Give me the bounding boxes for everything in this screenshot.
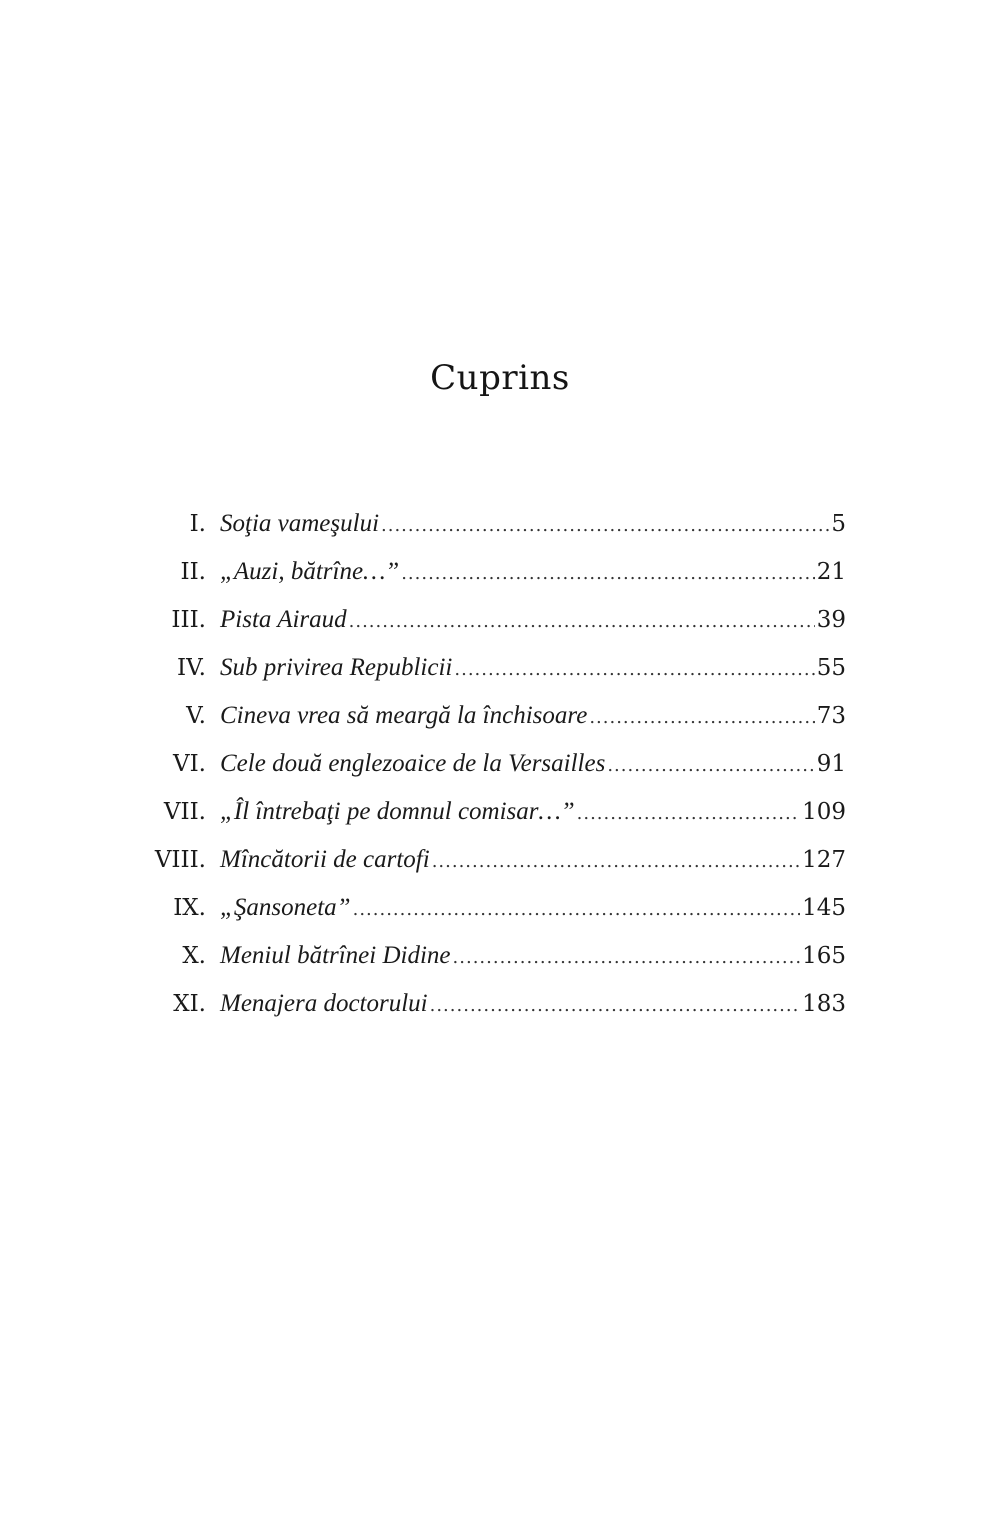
chapter-number: VII. (163, 799, 206, 825)
chapter-title: Menajera doctorului (220, 990, 428, 1017)
page-number: 127 (802, 847, 846, 873)
dot-leader (430, 982, 800, 1030)
chapter-number: VI. (172, 751, 206, 777)
page-number: 55 (816, 655, 846, 681)
page-number: 145 (802, 895, 846, 921)
toc-entry (150, 836, 846, 884)
dot-leader (381, 502, 829, 550)
toc-entry (150, 596, 846, 644)
page-number: 91 (816, 751, 846, 777)
chapter-title: Sub privirea Republicii (220, 654, 453, 681)
toc-entry (150, 884, 846, 932)
page-number: 165 (802, 943, 846, 969)
toc-entry (150, 548, 846, 596)
page-number: 39 (816, 607, 846, 633)
toc-entry (150, 500, 846, 548)
table-of-contents (150, 500, 846, 1028)
toc-entry (150, 932, 846, 980)
dot-leader (349, 598, 815, 646)
chapter-title: Soţia vameşului (220, 510, 380, 537)
chapter-number: IV. (177, 655, 206, 681)
chapter-title: Cineva vrea să meargă la închisoare (220, 702, 588, 729)
chapter-title: Mîncătorii de cartofi (220, 846, 430, 873)
toc-entry (150, 644, 846, 692)
chapter-title: „Auzi, bătrîne…” (220, 558, 400, 585)
chapter-number: II. (180, 559, 206, 585)
chapter-number: IX. (173, 895, 206, 921)
page-number: 183 (802, 991, 846, 1017)
chapter-number: III. (171, 607, 206, 633)
dot-leader (353, 886, 801, 934)
dot-leader (589, 694, 814, 742)
dot-leader (454, 646, 814, 694)
chapter-title: „Îl întrebaţi pe domnul comisar…” (220, 798, 575, 825)
chapter-number: XI. (173, 991, 206, 1017)
dot-leader (577, 790, 800, 838)
page-number: 21 (816, 559, 846, 585)
dot-leader (432, 838, 800, 886)
toc-entry (150, 692, 846, 740)
page-number: 109 (802, 799, 846, 825)
chapter-title: „Şansoneta” (220, 894, 351, 921)
chapter-title: Meniul bătrînei Didine (220, 942, 451, 969)
page-number: 73 (816, 703, 846, 729)
toc-entry (150, 740, 846, 788)
chapter-title: Cele două englezoaice de la Versailles (220, 750, 606, 777)
chapter-number: I. (189, 511, 206, 537)
dot-leader (401, 550, 815, 598)
chapter-title: Pista Airaud (220, 606, 347, 633)
toc-entry (150, 788, 846, 836)
chapter-number: X. (182, 943, 206, 969)
toc-entry (150, 980, 846, 1028)
chapter-number: V. (186, 703, 206, 729)
page-title: Cuprins (430, 358, 570, 398)
chapter-number: VIII. (154, 847, 206, 873)
dot-leader (453, 934, 801, 982)
dot-leader (607, 742, 814, 790)
page-number: 5 (831, 511, 846, 537)
